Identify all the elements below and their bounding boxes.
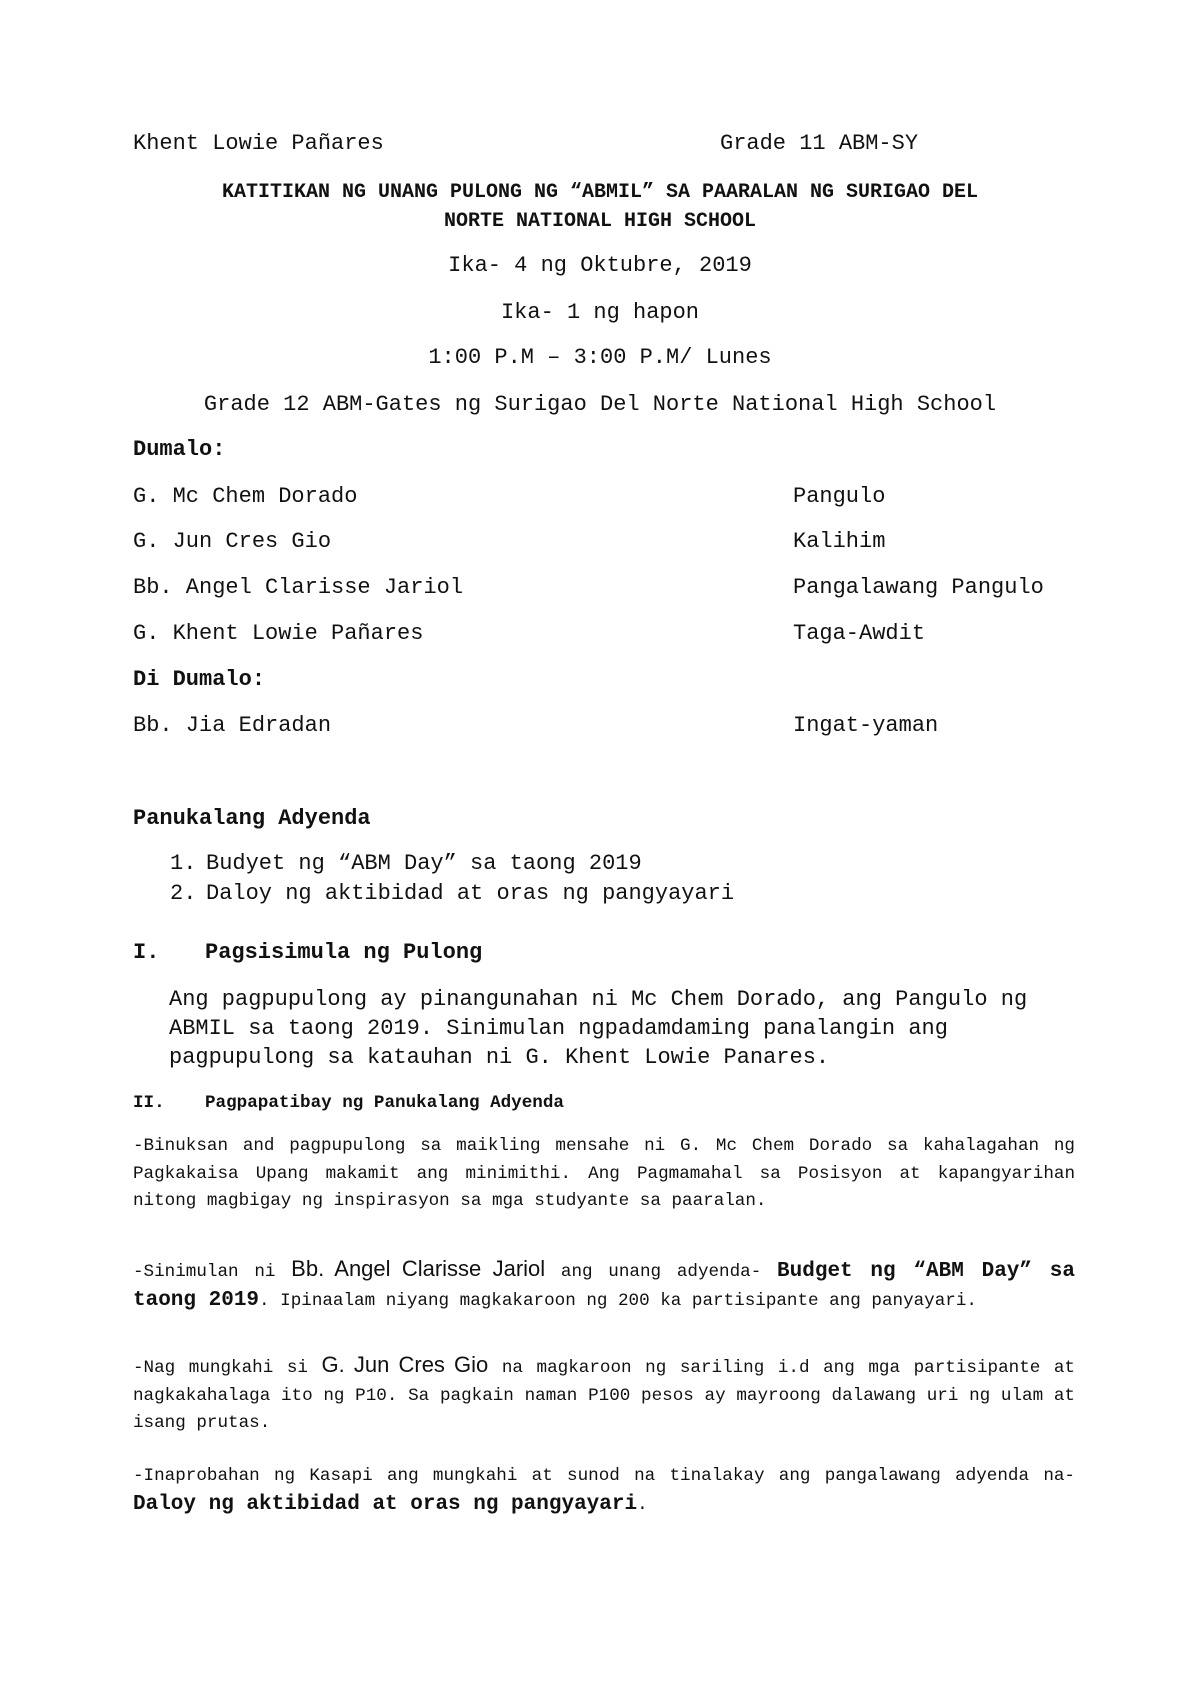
title-line-2: NORTE NATIONAL HIGH SCHOOL bbox=[443, 210, 757, 233]
agenda-item-number: 1. bbox=[170, 851, 197, 876]
document-title bbox=[120, 178, 1080, 236]
section-2-paragraph-1: -Binuksan and pagpupulong sa maikling mensahe ni G. Mc Chem Dorado sa kahalagahan ng Pagkakaisa Upang makamit ang minimithi. Ang Pagmamahal sa Posisyon at kapangyarihan nitong magbigay ng inspirasyon sa mga studyante sa paaralan. bbox=[133, 1136, 1075, 1211]
paragraph-text: -Sinimulan ni bbox=[133, 1262, 292, 1282]
absent-heading: Di Dumalo: bbox=[133, 667, 266, 692]
section-1-numeral: I. bbox=[133, 940, 160, 965]
agenda-reference: Daloy ng aktibidad at oras ng pangyayari bbox=[133, 1492, 638, 1516]
attendee-role: Taga-Awdit bbox=[793, 621, 926, 646]
agenda-item-text: Budyet ng “ABM Day” sa taong 2019 bbox=[206, 851, 642, 876]
agenda-item-number: 2. bbox=[170, 881, 197, 906]
absentee-name: Bb. Jia Edradan bbox=[133, 713, 332, 738]
paragraph-text: na magkaroon ng sariling i.d ang mga partisipante at nagkakahalaga ito ng P10. Sa pagkain naman P100 pesos ay mayroong dalawang uri ng ulam at isang prutas. bbox=[133, 1358, 1075, 1433]
agenda-heading: Panukalang Adyenda bbox=[133, 806, 371, 831]
section-1-heading: Pagsisimula ng Pulong bbox=[205, 940, 483, 965]
agenda-reference: Budget ng “ABM Day” sa taong 2019 bbox=[133, 1260, 1075, 1312]
meeting-venue: Grade 12 ABM-Gates ng Surigao Del Norte National High School bbox=[203, 392, 997, 417]
attendee-name: Bb. Angel Clarisse Jariol bbox=[133, 575, 464, 600]
attendee-role: Kalihim bbox=[793, 529, 886, 554]
grade-section: Grade 11 ABM-SY bbox=[720, 131, 919, 156]
meeting-time-label: Ika- 1 ng hapon bbox=[500, 300, 700, 325]
attendee-name: G. Khent Lowie Pañares bbox=[133, 621, 424, 646]
paragraph-text: -Nag mungkahi si bbox=[133, 1358, 322, 1378]
paragraph-text: . Ipinaalam niyang magkakaroon ng 200 ka partisipante ang panyayari. bbox=[259, 1290, 977, 1311]
present-heading: Dumalo: bbox=[133, 437, 226, 462]
paragraph-text: . bbox=[637, 1494, 648, 1515]
meeting-time-range: 1:00 P.M – 3:00 P.M/ Lunes bbox=[428, 345, 772, 370]
paragraph-text: ang unang adyenda- bbox=[545, 1262, 778, 1282]
attendee-role: Pangalawang Pangulo bbox=[793, 575, 1044, 600]
attendee-name: G. Mc Chem Dorado bbox=[133, 484, 358, 509]
section-2-paragraph-4 bbox=[133, 1463, 1075, 1519]
agenda-item-text: Daloy ng aktibidad at oras ng pangyayari bbox=[206, 881, 735, 906]
section-2-paragraph-2 bbox=[133, 1255, 1075, 1315]
section-2-paragraph-3 bbox=[133, 1351, 1075, 1438]
attendee-role: Pangulo bbox=[793, 484, 886, 509]
title-line-1: KATITIKAN NG UNANG PULONG NG “ABMIL” SA PAARALAN NG SURIGAO DEL bbox=[221, 181, 979, 204]
attendee-name: G. Jun Cres Gio bbox=[133, 529, 332, 554]
student-name: Khent Lowie Pañares bbox=[133, 131, 384, 156]
meeting-date: Ika- 4 ng Oktubre, 2019 bbox=[448, 253, 752, 278]
member-name: G. Jun Cres Gio bbox=[321, 1352, 489, 1377]
section-2-heading: Pagpapatibay ng Panukalang Adyenda bbox=[205, 1093, 564, 1113]
section-2-numeral: II. bbox=[133, 1093, 165, 1113]
paragraph-text: -Inaprobahan ng Kasapi ang mungkahi at sunod na tinalakay ang pangalawang adyenda na- bbox=[133, 1466, 1075, 1486]
member-name: Bb. Angel Clarisse Jariol bbox=[291, 1256, 546, 1281]
absentee-role: Ingat-yaman bbox=[793, 713, 939, 738]
section-1-body: Ang pagpupulong ay pinangunahan ni Mc Chem Dorado, ang Pangulo ng ABMIL sa taong 2019. Sinimulan ngpadamdaming panalangin ang pagpupulong sa katauhan ni G. Khent Lowie Panares. bbox=[169, 987, 1028, 1070]
